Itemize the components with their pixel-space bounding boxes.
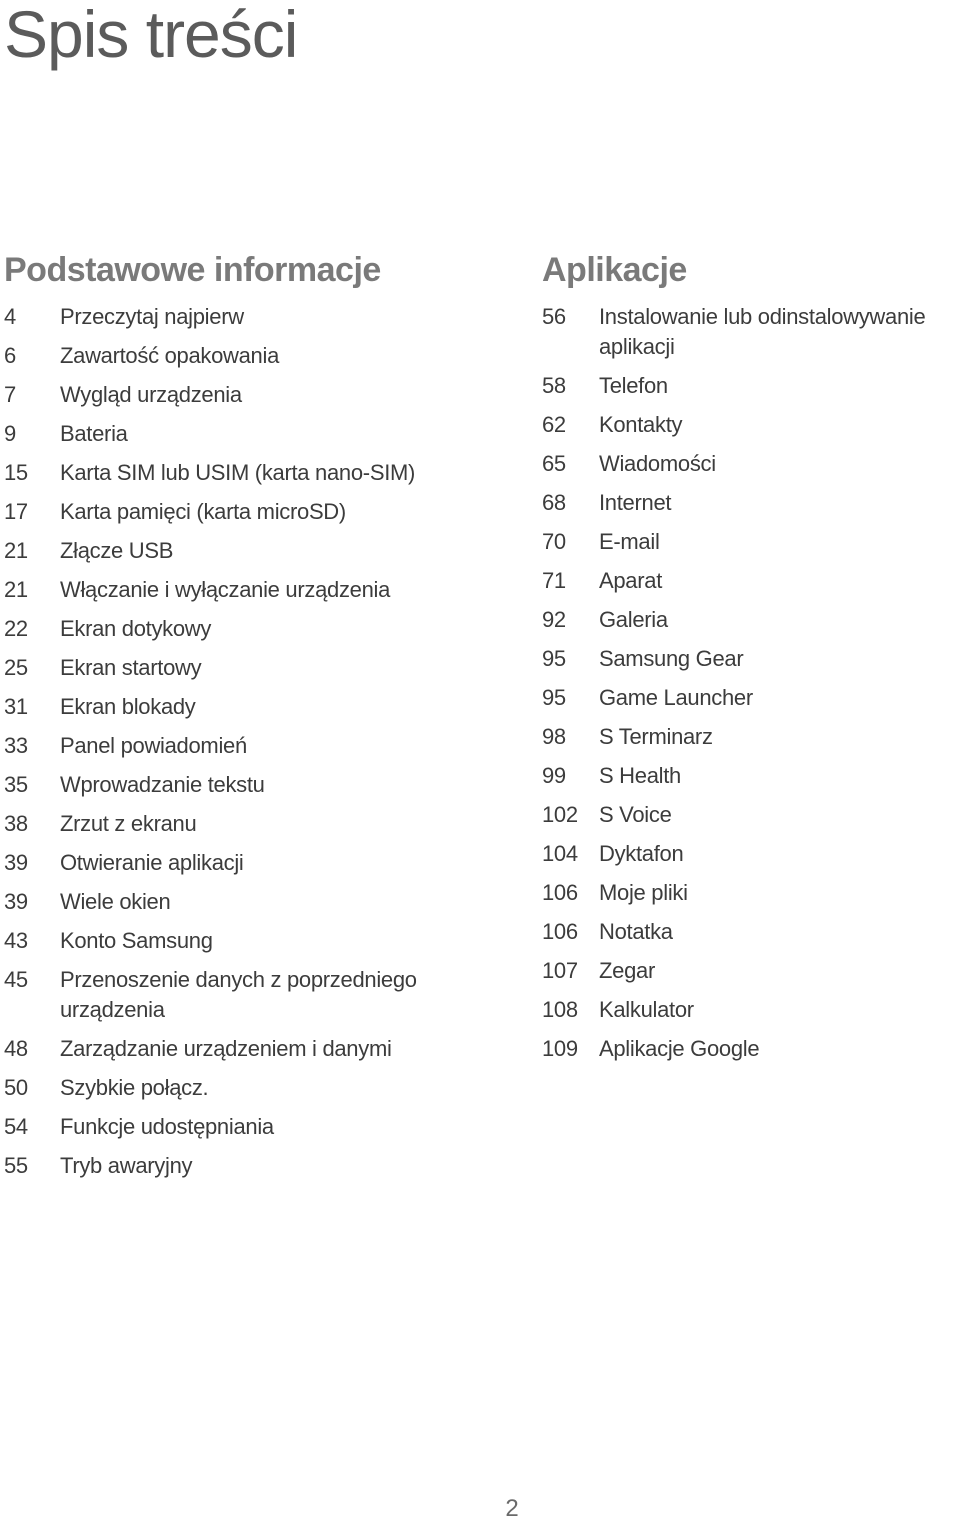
toc-page-number: 99: [542, 763, 566, 788]
toc-entry-label: Wiadomości: [599, 451, 716, 476]
toc-page-number: 4: [4, 304, 16, 329]
toc-page-number: 21: [4, 538, 28, 563]
toc-page-number: 39: [4, 889, 28, 914]
toc-page-number: 68: [542, 490, 566, 515]
toc-entry-label: Wiele okien: [60, 889, 171, 914]
toc-entry-label: Ekran blokady: [60, 694, 196, 719]
toc-entry[interactable]: [4, 497, 504, 527]
toc-entry[interactable]: [4, 1151, 504, 1181]
toc-entry-label: Zegar: [599, 958, 655, 983]
toc-entry[interactable]: [542, 917, 960, 947]
toc-entry[interactable]: [4, 692, 504, 722]
toc-page-number: 6: [4, 343, 16, 368]
toc-entry[interactable]: [542, 1034, 960, 1064]
toc-page-number: 35: [4, 772, 28, 797]
toc-entry-label: Ekran startowy: [60, 655, 202, 680]
section-applications: [542, 248, 960, 1073]
toc-page-number: 45: [4, 967, 28, 992]
toc-entry-label: Karta pamięci (karta microSD): [60, 499, 346, 524]
toc-entry[interactable]: [542, 449, 960, 479]
toc-page-number: 102: [542, 802, 578, 827]
toc-entry-label: Włączanie i wyłączanie urządzenia: [60, 577, 391, 602]
toc-entry[interactable]: [4, 1073, 504, 1103]
toc-page-number: 17: [4, 499, 28, 524]
toc-entry-label: Dyktafon: [599, 841, 684, 866]
toc-entry[interactable]: [542, 800, 960, 830]
toc-entry-label: S Terminarz: [599, 724, 713, 749]
toc-entry[interactable]: [542, 956, 960, 986]
toc-entry-label: Bateria: [60, 421, 128, 446]
toc-entry-label: Funkcje udostępniania: [60, 1114, 274, 1139]
toc-entry-label: Konto Samsung: [60, 928, 213, 953]
toc-entry[interactable]: [542, 488, 960, 518]
toc-entry-label: Aparat: [599, 568, 663, 593]
toc-entry-label: Zawartość opakowania: [60, 343, 280, 368]
toc-page-number: 39: [4, 850, 28, 875]
toc-page-number: 108: [542, 997, 578, 1022]
toc-entry[interactable]: [4, 926, 504, 956]
toc-entry-label: Zarządzanie urządzeniem i danymi: [60, 1036, 392, 1061]
toc-page-number: 71: [542, 568, 566, 593]
toc-entry-label: Szybkie połącz.: [60, 1075, 209, 1100]
toc-page-number: 43: [4, 928, 28, 953]
page-title: Spis treści: [4, 0, 298, 71]
toc-entry[interactable]: [4, 1112, 504, 1142]
toc-entry-label: Karta SIM lub USIM (karta nano-SIM): [60, 460, 416, 485]
toc-page-number: 62: [542, 412, 566, 437]
toc-entry[interactable]: [542, 371, 960, 401]
toc-entry[interactable]: [4, 1034, 504, 1064]
toc-entry[interactable]: [4, 380, 504, 410]
toc-entry[interactable]: [542, 839, 960, 869]
toc-entry[interactable]: [4, 458, 504, 488]
toc-entry-label: Galeria: [599, 607, 668, 632]
toc-page-number: 33: [4, 733, 28, 758]
toc-entry-label: Aplikacje Google: [599, 1036, 760, 1061]
toc-page-number: 109: [542, 1036, 578, 1061]
toc-page-number: 92: [542, 607, 566, 632]
toc-list: [542, 302, 960, 1064]
toc-entry[interactable]: [4, 614, 504, 644]
toc-entry-label: Notatka: [599, 919, 673, 944]
toc-page-number: 95: [542, 646, 566, 671]
toc-page-number: 56: [542, 304, 566, 329]
toc-entry[interactable]: [4, 341, 504, 371]
toc-entry-label: S Health: [599, 763, 681, 788]
section-title: Aplikacje: [542, 251, 687, 289]
toc-entry[interactable]: [542, 722, 960, 752]
toc-entry-label: E-mail: [599, 529, 660, 554]
toc-entry[interactable]: [542, 878, 960, 908]
toc-entry[interactable]: [4, 770, 504, 800]
toc-entry-label: Złącze USB: [60, 538, 174, 563]
toc-page-number: 38: [4, 811, 28, 836]
toc-entry-label: S Voice: [599, 802, 672, 827]
toc-entry-label: Internet: [599, 490, 672, 515]
toc-entry-label: Game Launcher: [599, 685, 753, 710]
toc-entry[interactable]: [542, 995, 960, 1025]
toc-entry[interactable]: [542, 527, 960, 557]
toc-entry[interactable]: [4, 419, 504, 449]
page-number: 2: [505, 1495, 519, 1520]
toc-page-number: 55: [4, 1153, 28, 1178]
toc-page-number: 7: [4, 382, 16, 407]
toc-page-number: 15: [4, 460, 28, 485]
toc-page-number: 106: [542, 919, 578, 944]
toc-entry-label: Telefon: [599, 373, 668, 398]
toc-page-number: 48: [4, 1036, 28, 1061]
toc-entry-label: Zrzut z ekranu: [60, 811, 197, 836]
toc-list: [4, 302, 504, 1181]
section-basic-information: [4, 248, 504, 1190]
toc-entry[interactable]: [4, 536, 504, 566]
toc-entry-label: Tryb awaryjny: [60, 1153, 193, 1178]
toc-entry-label: Ekran dotykowy: [60, 616, 212, 641]
toc-entry[interactable]: [4, 887, 504, 917]
toc-entry-label: Kalkulator: [599, 997, 694, 1022]
toc-page-number: 9: [4, 421, 16, 446]
toc-entry[interactable]: [542, 302, 960, 362]
toc-entry[interactable]: [542, 683, 960, 713]
toc-entry[interactable]: [4, 965, 504, 1025]
toc-entry[interactable]: [4, 575, 504, 605]
toc-entry[interactable]: [542, 644, 960, 674]
toc-entry-label: Wprowadzanie tekstu: [60, 772, 265, 797]
toc-entry[interactable]: [4, 302, 504, 332]
toc-page-number: 22: [4, 616, 28, 641]
toc-entry-label: Przenoszenie danych z poprzedniego urządzenia: [60, 967, 417, 1022]
toc-page-number: 25: [4, 655, 28, 680]
toc-entry-label: Wygląd urządzenia: [60, 382, 242, 407]
toc-page-number: 58: [542, 373, 566, 398]
toc-page-number: 21: [4, 577, 28, 602]
toc-entry-label: Kontakty: [599, 412, 683, 437]
toc-entry-label: Samsung Gear: [599, 646, 744, 671]
toc-entry-label: Przeczytaj najpierw: [60, 304, 244, 329]
toc-entry-label: Otwieranie aplikacji: [60, 850, 244, 875]
toc-page-number: 95: [542, 685, 566, 710]
toc-page-number: 106: [542, 880, 578, 905]
toc-entry[interactable]: [542, 605, 960, 635]
toc-entry[interactable]: [4, 848, 504, 878]
toc-page-number: 54: [4, 1114, 28, 1139]
toc-page-number: 98: [542, 724, 566, 749]
section-title: Podstawowe informacje: [4, 251, 381, 289]
toc-entry[interactable]: [4, 809, 504, 839]
toc-page-number: 65: [542, 451, 566, 476]
toc-entry[interactable]: [4, 653, 504, 683]
toc-entry-label: Instalowanie lub odinstalowywanie aplikacji: [599, 304, 926, 359]
toc-entry[interactable]: [4, 731, 504, 761]
toc-page-number: 50: [4, 1075, 28, 1100]
toc-entry[interactable]: [542, 761, 960, 791]
toc-page-number: 31: [4, 694, 28, 719]
toc-entry-label: Panel powiadomień: [60, 733, 247, 758]
toc-page-number: 104: [542, 841, 578, 866]
toc-page-number: 70: [542, 529, 566, 554]
toc-page-number: 107: [542, 958, 578, 983]
toc-entry[interactable]: [542, 566, 960, 596]
toc-entry[interactable]: [542, 410, 960, 440]
toc-entry-label: Moje pliki: [599, 880, 688, 905]
